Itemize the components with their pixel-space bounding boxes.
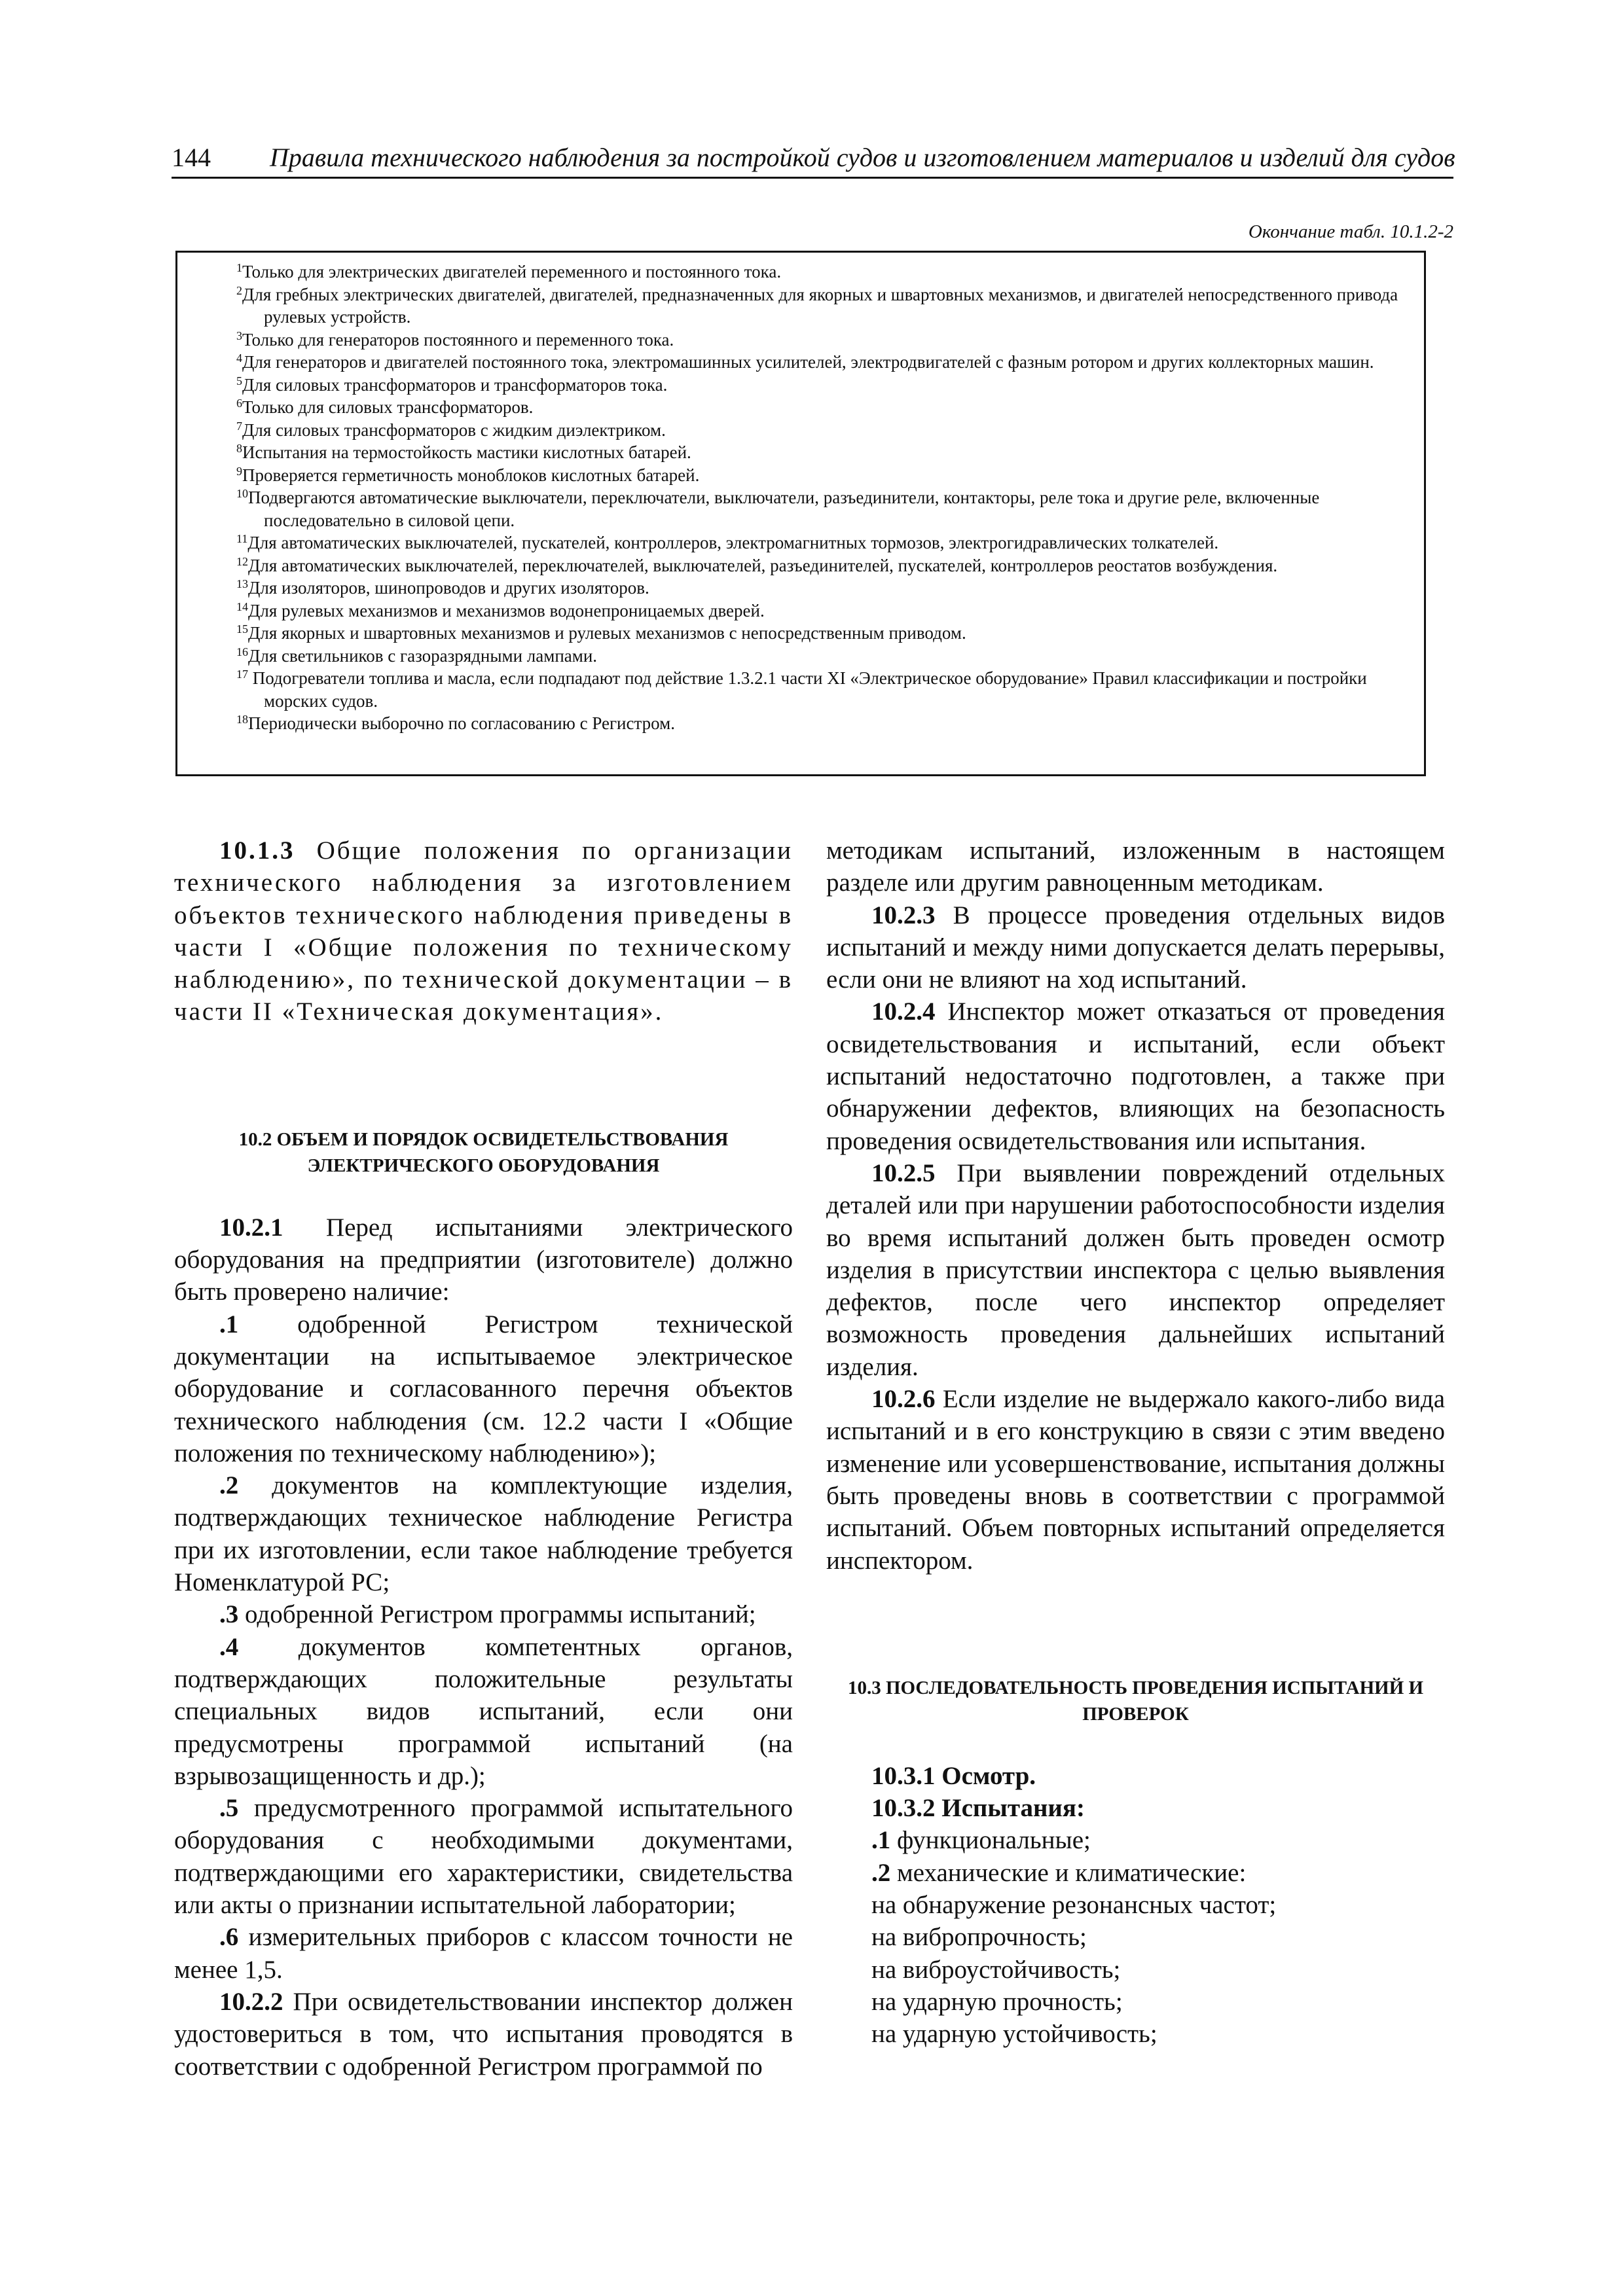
- footnote: [236, 577, 1407, 600]
- item-number: .1: [219, 1310, 239, 1338]
- footnote-number: 14: [236, 600, 248, 613]
- footnote-number: 10: [236, 487, 248, 500]
- footnote-number: 12: [236, 554, 248, 568]
- item-text: одобренной Регистром технической документации на испытываемое электрическое оборудование и согласованного перечня объектов технического наблюдения (см. 12.2 части I «Общие положения по техническому наблюдению»);: [174, 1310, 793, 1467]
- footnote-number: 16: [236, 645, 248, 658]
- footnote-number: 2: [236, 283, 242, 297]
- section-heading-10-2: 10.2 ОБЪЕМ И ПОРЯДОК ОСВИДЕТЕЛЬСТВОВАНИЯ ЭЛЕКТРИЧЕСКОГО ОБОРУДОВАНИЯ: [238, 1128, 729, 1176]
- footnote-text: Для силовых трансформаторов с жидким диэлектриком.: [242, 420, 666, 440]
- paragraph-10-1-3: [174, 834, 793, 1028]
- item-text: предусмотренного программой испытательного оборудования с необходимыми документами, подтверждающими его характеристики, свидетельства или акты о признании испытательной лаборатории;: [174, 1794, 793, 1920]
- page-number: 144: [172, 143, 211, 172]
- list-item: [174, 1921, 793, 1986]
- list-item: [174, 1308, 793, 1469]
- item-text: функциональные;: [890, 1826, 1091, 1855]
- paragraph-continuation: методикам испытаний, изложенным в настоящем разделе или другим равноценным методикам.: [826, 836, 1445, 897]
- clause-number: 10.2.5: [871, 1158, 936, 1187]
- footnote-number: 15: [236, 622, 248, 636]
- clause-number: 10.2.4: [871, 997, 936, 1026]
- footnote: [236, 260, 1407, 283]
- right-column: [826, 834, 1445, 2051]
- clause-number: 10.2.1: [219, 1213, 283, 1242]
- footnote: [236, 667, 1407, 712]
- list-item: на виброустойчивость;: [871, 1955, 1121, 1984]
- footnote-text: Для рулевых механизмов и механизмов водонепроницаемых дверей.: [248, 600, 765, 620]
- footnote-text: Для силовых трансформаторов и трансформаторов тока.: [242, 374, 668, 395]
- list-item: на обнаружение резонансных частот;: [871, 1891, 1277, 1920]
- footnote: [236, 441, 1407, 464]
- footnote: [236, 554, 1407, 577]
- list-item: [826, 1824, 1445, 1856]
- footnote-text: Только для электрических двигателей переменного и постоянного тока.: [242, 262, 782, 281]
- list-item: на ударную устойчивость;: [871, 2020, 1158, 2049]
- footnote-number: 17: [236, 668, 248, 681]
- paragraph-text: Общие положения по организации технического наблюдения за изготовлением объектов технического наблюдения приведены в части I «Общие положения по техническому наблюдению», по технической документации – в части II «Техническая документация».: [174, 836, 793, 1026]
- spacer: [826, 1727, 1445, 1760]
- list-item: [174, 1598, 793, 1630]
- footnote-text: Подогреватели топлива и масла, если подпадают под действие 1.3.2.1 части XI «Электрическое оборудование» Правил классификации и постройки морских судов.: [248, 668, 1367, 711]
- footnote-text: Для автоматических выключателей, пускателей, контроллеров, электромагнитных тормозов, электрогидравлических толкателей.: [247, 533, 1219, 552]
- footnotes-box: [175, 251, 1426, 776]
- spacer: [174, 1028, 793, 1126]
- footnote: [236, 396, 1407, 419]
- footnote: [236, 712, 1407, 735]
- footnote-number: 8: [236, 442, 242, 455]
- item-number: .2: [871, 1858, 891, 1887]
- spacer: [826, 1577, 1445, 1675]
- item-number: .5: [219, 1794, 239, 1823]
- header-rule: [172, 177, 1453, 179]
- paragraph-10-3-1: 10.3.1 Осмотр.: [871, 1761, 1036, 1790]
- footnote-number: 1: [236, 261, 242, 274]
- item-text: механические и климатические:: [890, 1858, 1247, 1887]
- footnote-number: 3: [236, 329, 242, 342]
- list-item: [174, 1631, 793, 1792]
- footnote-number: 9: [236, 464, 242, 478]
- footnote: [236, 600, 1407, 622]
- footnote: [236, 374, 1407, 397]
- list-item: [174, 1792, 793, 1921]
- footnote-number: 18: [236, 713, 248, 726]
- paragraph-text: Инспектор может отказаться от проведения освидетельствования и испытаний, если объект испытаний недостаточно подготовлен, а также при обнаружении дефектов, влияющих на безопасность проведения освидетельствования или испытания.: [826, 997, 1445, 1155]
- item-text: измерительных приборов с классом точности не менее 1,5.: [174, 1923, 793, 1984]
- paragraph-10-2-2: [174, 1986, 793, 2083]
- footnote: [236, 486, 1407, 531]
- paragraph-10-2-6: [826, 1383, 1445, 1577]
- footnote: [236, 419, 1407, 442]
- paragraph-10-2-5: [826, 1157, 1445, 1383]
- footnote: [236, 351, 1407, 374]
- footnote-text: Для якорных и швартовных механизмов и рулевых механизмов с непосредственным приводом.: [248, 623, 966, 643]
- spacer: [174, 1179, 793, 1211]
- footnote: [236, 645, 1407, 668]
- paragraph-10-3-2: 10.3.2 Испытания:: [871, 1794, 1085, 1823]
- footnote-text: Подвергаются автоматические выключатели, переключатели, выключатели, разъединители, контакторы, реле тока и другие реле, включенные последовательно в силовой цепи.: [248, 488, 1320, 530]
- paragraph-text: В процессе проведения отдельных видов испытаний и между ними допускается делать перерывы, если они не влияют на ход испытаний.: [826, 901, 1445, 994]
- footnote-number: 13: [236, 577, 248, 590]
- footnote: [236, 283, 1407, 329]
- footnote-text: Для изоляторов, шинопроводов и других изоляторов.: [248, 578, 649, 598]
- item-text: документов на комплектующие изделия, подтверждающих техническое наблюдение Регистра при их изготовлении, если такое наблюдение требуется Номенклатурой РС;: [174, 1471, 793, 1597]
- footnote-text: Проверяется герметичность моноблоков кислотных батарей.: [242, 465, 700, 485]
- footnote-number: 6: [236, 397, 242, 410]
- footnote-text: Для генераторов и двигателей постоянного тока, электромашинных усилителей, электродвигателей с фазным ротором и других коллекторных машин.: [242, 352, 1374, 372]
- paragraph-text: Если изделие не выдержало какого-либо вида испытаний и в его конструкцию в связи с этим введено изменение или усовершенствование, испытания должны быть проведены вновь в соответствии с программой испытаний. Объем повторных испытаний определяется инспектором.: [826, 1385, 1445, 1575]
- item-number: .4: [219, 1632, 239, 1661]
- footnote: [236, 531, 1407, 554]
- footnote: [236, 329, 1407, 351]
- section-heading-10-3: 10.3 ПОСЛЕДОВАТЕЛЬНОСТЬ ПРОВЕДЕНИЯ ИСПЫТАНИЙ И ПРОВЕРОК: [847, 1677, 1424, 1725]
- item-text: одобренной Регистром программы испытаний;: [238, 1600, 756, 1629]
- list-item: [826, 1857, 1445, 1889]
- footnote-text: Только для генераторов постоянного и переменного тока.: [242, 329, 674, 350]
- footnote-text: Для автоматических выключателей, переключателей, выключателей, разъединителей, пускателей, контроллеров реостатов возбуждения.: [248, 555, 1278, 575]
- footnote-number: 11: [236, 532, 248, 545]
- footnote: [236, 464, 1407, 487]
- list-item: на вибропрочность;: [871, 1923, 1087, 1952]
- item-number: .3: [219, 1600, 239, 1629]
- footnote-number: 5: [236, 374, 242, 387]
- list-item: [174, 1469, 793, 1598]
- paragraph-10-2-4: [826, 996, 1445, 1157]
- paragraph-text: При выявлении повреждений отдельных деталей или при нарушении работоспособности изделия во время испытаний должен быть проведен осмотр изделия в присутствии инспектора с целью выявления дефектов, после чего инспектор определяет возможность проведения дальнейших испытаний изделия.: [826, 1158, 1445, 1381]
- clause-number: 10.2.2: [219, 1987, 283, 2016]
- paragraph-text: При освидетельствовании инспектор должен удостовериться в том, что испытания проводятся в соответствии с одобренной Регистром программой по: [174, 1987, 793, 2081]
- footnote-text: Для гребных электрических двигателей, двигателей, предназначенных для якорных и швартовных механизмов, и двигателей непосредственного привода рулевых устройств.: [242, 284, 1398, 327]
- table-continuation-label: Окончание табл. 10.1.2-2: [1248, 221, 1453, 242]
- footnote-text: Испытания на термостойкость мастики кислотных батарей.: [242, 442, 691, 462]
- item-text: документов компетентных органов, подтверждающих положительные результаты специальных видов испытаний, если они предусмотрены программой испытаний (на взрывозащищенность и др.);: [174, 1632, 793, 1790]
- footnote-text: Для светильников с газоразрядными лампами.: [248, 645, 598, 666]
- footnote: [236, 622, 1407, 645]
- footnote-text: Только для силовых трансформаторов.: [242, 397, 534, 417]
- clause-number: 10.2.3: [871, 901, 936, 929]
- paragraph-10-2-1: [174, 1211, 793, 1308]
- footnote-number: 4: [236, 351, 242, 365]
- item-number: .2: [219, 1471, 239, 1500]
- item-number: .1: [871, 1826, 891, 1855]
- clause-number: 10.2.6: [871, 1385, 936, 1414]
- clause-number: 10.1.3: [219, 836, 295, 865]
- footnote-number: 7: [236, 419, 242, 433]
- footnote-text: Периодически выборочно по согласованию с Регистром.: [248, 713, 675, 733]
- paragraph-text: Перед испытаниями электрического оборудования на предприятии (изготовителе) должно быть проверено наличие:: [174, 1213, 793, 1306]
- item-number: .6: [219, 1923, 239, 1952]
- left-column: [174, 834, 793, 2083]
- paragraph-10-2-3: [826, 899, 1445, 996]
- header-title: Правила технического наблюдения за постройкой судов и изготовлением материалов и изделий для судов: [270, 143, 1455, 172]
- running-header: [172, 141, 1453, 181]
- list-item: на ударную прочность;: [871, 1987, 1123, 2016]
